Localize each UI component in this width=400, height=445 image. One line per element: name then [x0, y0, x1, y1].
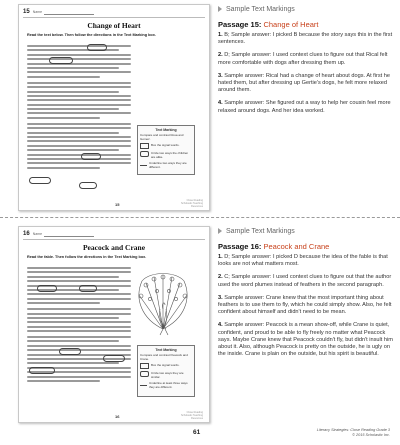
section-label: Sample Text Markings: [226, 5, 295, 13]
section-header: [218, 226, 393, 236]
marking-circle: [37, 285, 57, 292]
worksheet-header: [23, 229, 205, 240]
worksheet-directions: Read the text below. Then follow the directions in the Text Marking box.: [27, 33, 156, 37]
text-marking-row: Circle two ways the children are alike.: [140, 151, 192, 159]
passage-title: Passage 16: Peacock and Crane: [218, 242, 330, 251]
section-label: Sample Text Markings: [226, 227, 295, 235]
text-marking-row: Box the signal words.: [140, 143, 192, 149]
worksheet-title: Peacock and Crane: [82, 243, 146, 252]
worksheet-title: Change of Heart: [87, 21, 141, 30]
page-number: 61: [193, 429, 201, 436]
footer-copyright: © 2015 Scholastic Inc.: [352, 433, 390, 437]
worksheet-thumbnail-16: [18, 226, 210, 423]
worksheet-copyright: Close Reading Scholastic Teaching Resources: [180, 199, 203, 208]
text-marking-title: Text Marking: [155, 128, 177, 132]
worksheet-directions: Read the fable. Then follow the directions in the Text Marking box.: [27, 255, 147, 259]
answer-item: 2. D; Sample answer: I used context clues to figure out that Rical felt more comfortable with dogs after dressing them up.: [218, 52, 388, 66]
text-marking-row: Underline two ways they are different.: [140, 161, 192, 169]
section-divider: [0, 217, 400, 218]
marking-circle: [103, 355, 125, 362]
marking-circle: [29, 177, 51, 184]
marking-circle: [79, 285, 97, 292]
answer-item: 4. Sample answer: She figured out a way to help her cousin feel more relaxed around dogs. And her idea worked.: [218, 100, 391, 114]
peacock-illustration: [132, 269, 194, 337]
worksheet-body-text: [27, 45, 131, 171]
answer-item: 3. Sample answer: Crane knew that the most important thing about feathers is to use them to fly, which he could simply show. Also, he felt confident about himself and didn't need to be mean.: [218, 294, 392, 316]
answer-item: 1. D; Sample answer: I picked D because the idea of the fable is that looks are not what matters most.: [218, 254, 388, 268]
text-marking-instruction: Compare and contrast Rosa and Gomez.: [140, 133, 184, 141]
name-line: [44, 232, 94, 237]
name-label: Name: [32, 10, 43, 14]
worksheet-header: [23, 7, 205, 18]
text-marking-row: Circle two ways they are similar.: [140, 371, 192, 379]
text-marking-instruction: Compare and contrast Peacock and Crane.: [140, 353, 188, 361]
text-marking-box: [137, 345, 195, 397]
passage-title: Passage 15: Change of Heart: [218, 20, 319, 29]
answer-item: 3. Sample answer: Rical had a change of heart about dogs. At first he hated them, but after dressing up Gertie's dogs, he felt more relaxed around them.: [218, 72, 390, 94]
footer-book-title: Literacy Strategies: Close Reading Grade 3: [316, 428, 390, 432]
worksheet-number: 16: [23, 231, 30, 237]
worksheet-copyright: Close Reading Scholastic Teaching Resources: [180, 411, 203, 420]
section-header: [218, 4, 393, 14]
worksheet-number: 15: [23, 9, 30, 15]
text-marking-row: Underline at least three ways they are different.: [140, 381, 192, 389]
marking-circle: [29, 367, 55, 374]
triangle-bullet-icon: [218, 228, 222, 234]
marking-circle: [59, 348, 81, 355]
answer-item: 1. B; Sample answer: I picked B because the story says this in the first sentences.: [218, 32, 393, 46]
text-marking-box: [137, 125, 195, 175]
worksheet-page-number: 15: [115, 202, 120, 207]
answer-panel-15: [218, 4, 393, 121]
name-line: [44, 10, 94, 15]
triangle-bullet-icon: [218, 6, 222, 12]
text-marking-title: Text Marking: [155, 348, 177, 352]
answer-panel-16: [218, 226, 393, 364]
marking-circle: [87, 44, 107, 51]
marking-circle: [49, 57, 73, 64]
marking-circle: [81, 153, 101, 160]
answer-item: 4. Sample answer: Peacock is a mean show-off, while Crane is quiet, confident, and proud to be able to fly freely no matter what Peacock says. Maybe Crane knew that Peacock couldn't fly, but didn't insult him about it. Also, although Peacock is pretty on the outside, he is ugly on the inside. Crane is plain on the outside, but his spirit is beautiful.: [218, 322, 393, 358]
worksheet-thumbnail-15: [18, 4, 210, 211]
name-label: Name: [32, 232, 43, 236]
answer-item: 2. C; Sample answer: I used context clues to figure out that the author used the word plumes instead of feathers in the second paragraph.: [218, 274, 392, 288]
marking-circle: [79, 182, 97, 189]
worksheet-page-number: 16: [115, 414, 120, 419]
page-footer: [317, 428, 390, 438]
text-marking-row: Box the signal words.: [140, 363, 192, 369]
